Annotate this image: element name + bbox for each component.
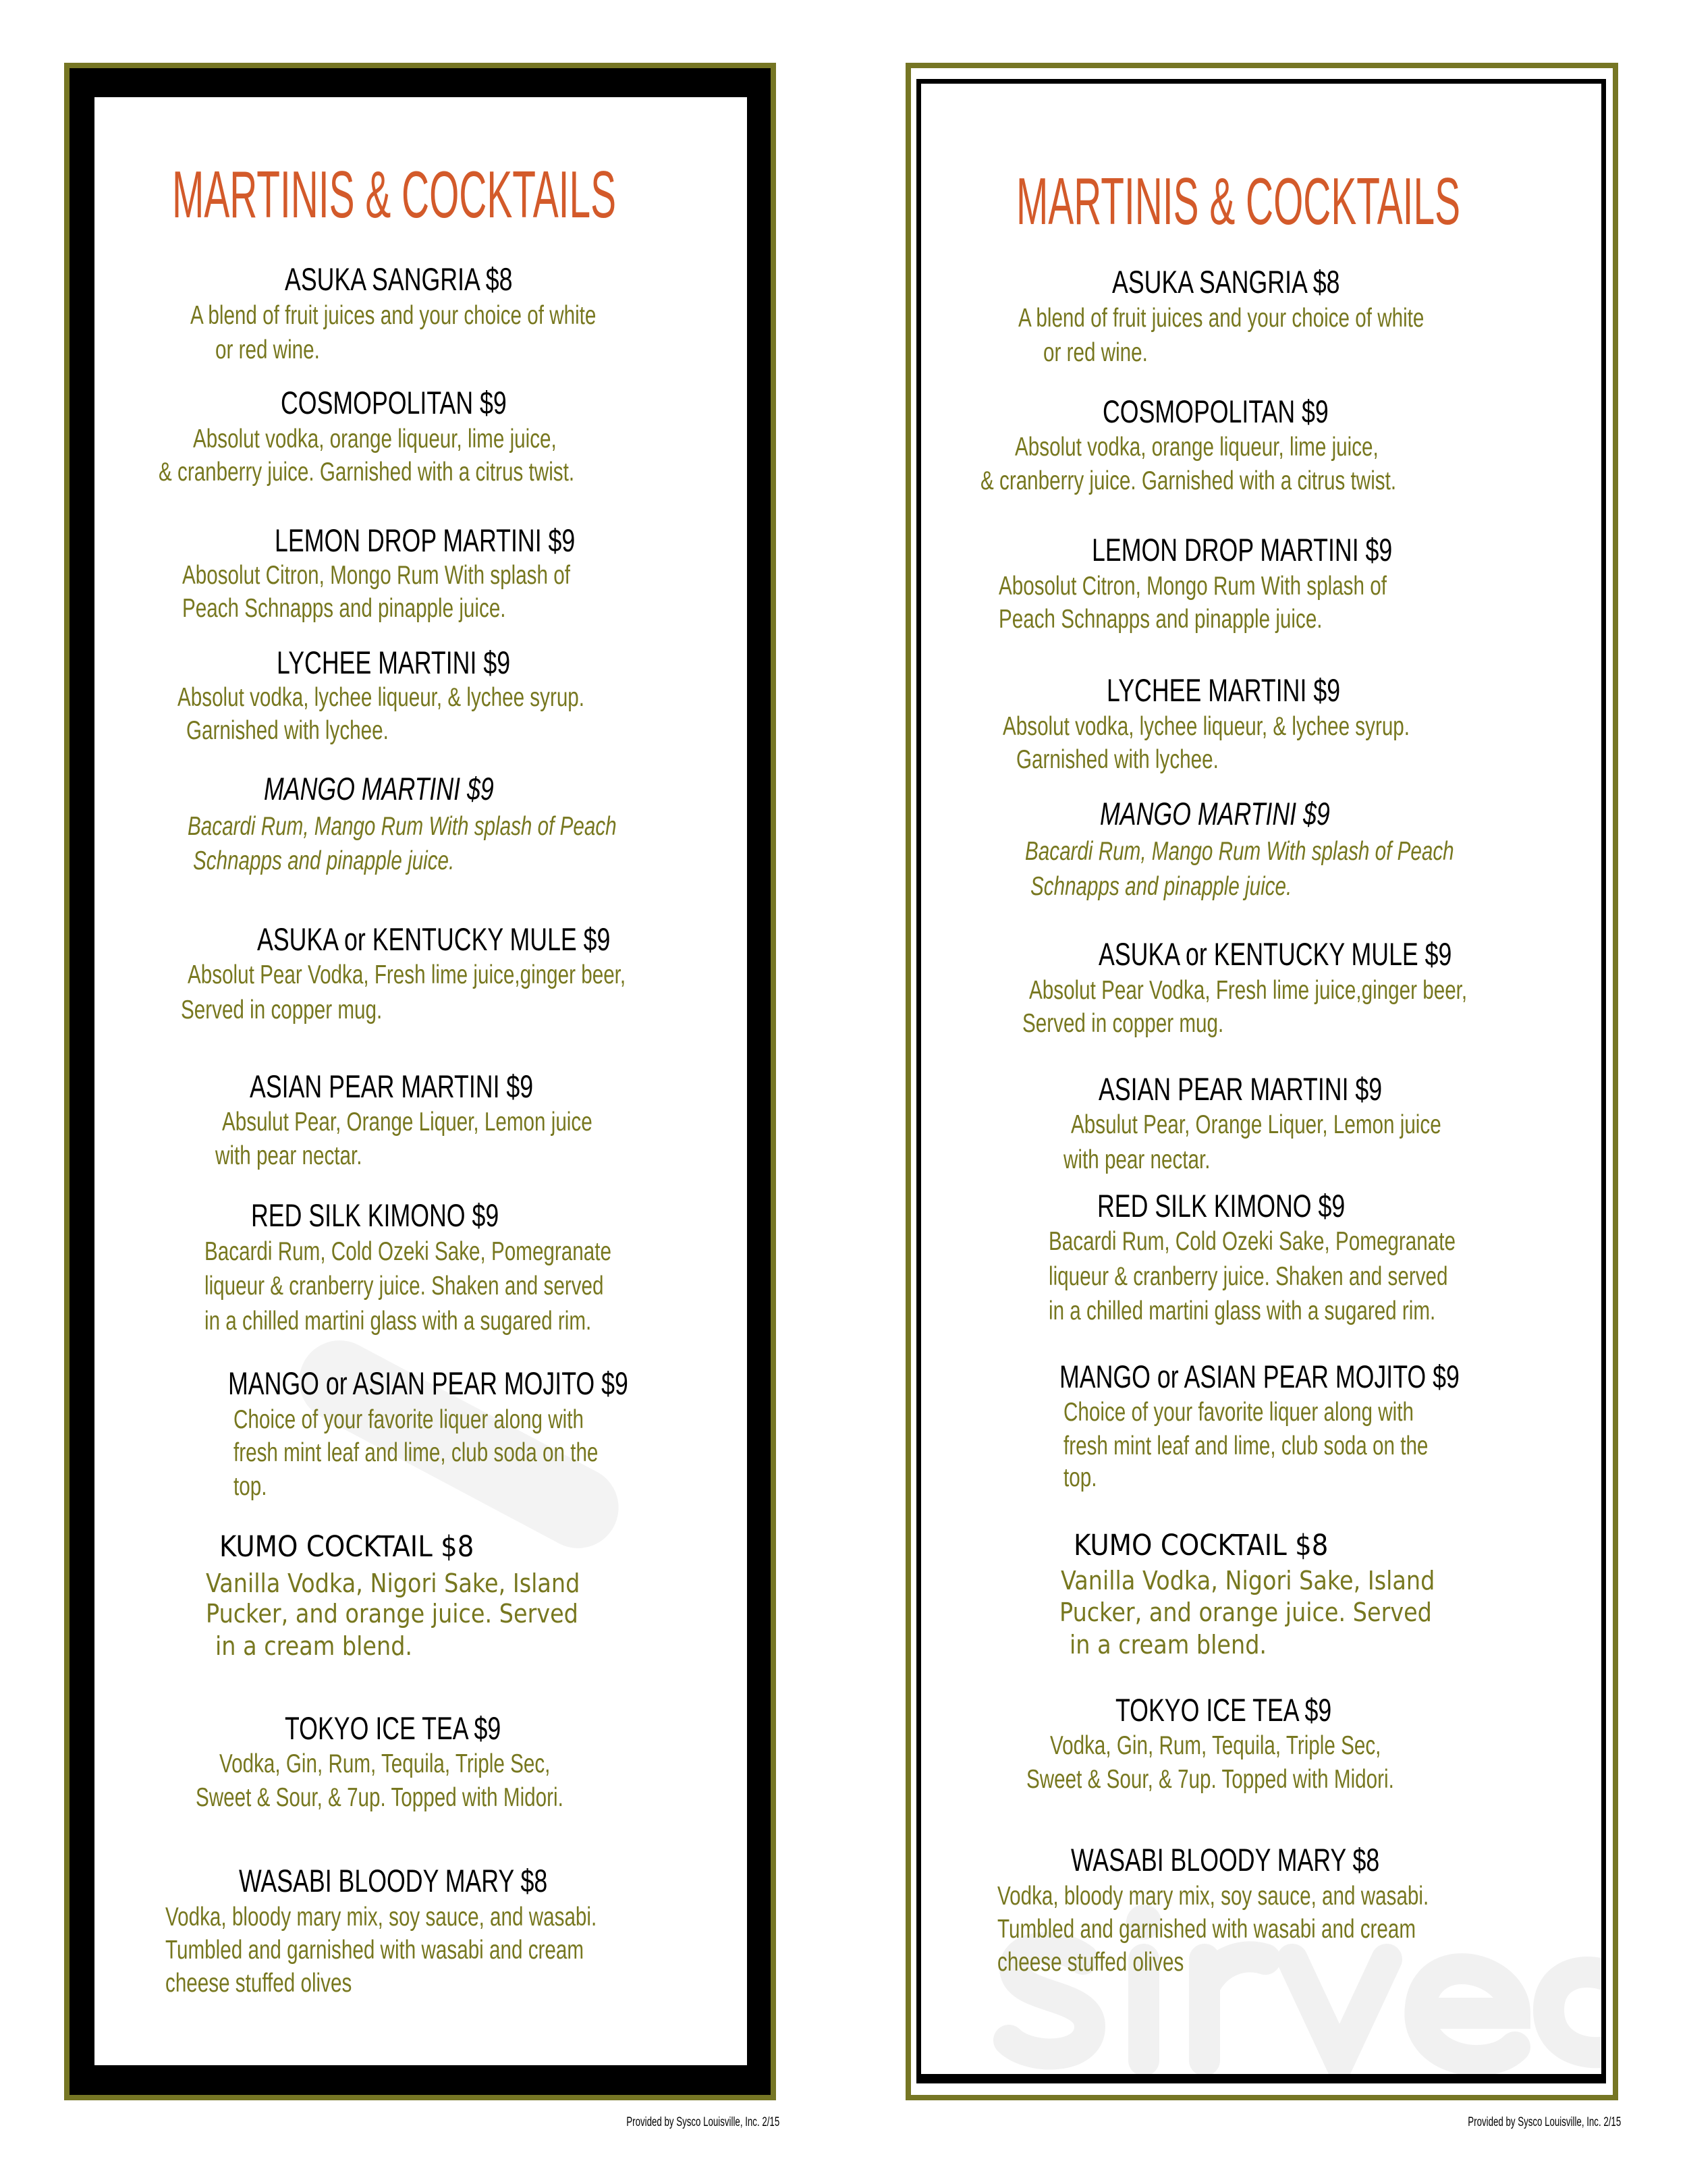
left-item-description: Schnapps and pinapple juice. [193,846,455,876]
left-item-description: in a cream blend. [215,1631,413,1661]
left-item-name: RED SILK KIMONO $9 [251,1197,499,1234]
right-item-description: in a cream blend. [1069,1629,1267,1660]
left-item-description: Tumbled and garnished with wasabi and cream [165,1935,584,1965]
left-item-description: A blend of fruit juices and your choice of white [190,300,597,330]
left-item-name: ASUKA or KENTUCKY MULE $9 [256,921,611,957]
right-item-description: Vodka, Gin, Rum, Tequila, Triple Sec, [1049,1731,1381,1761]
left-item-description: Vodka, Gin, Rum, Tequila, Triple Sec, [219,1749,551,1779]
left-item-description: Absulut Pear, Orange Liquer, Lemon juice [222,1108,592,1137]
left-item-name: KUMO COCKTAIL $8 [219,1530,474,1564]
left-item-description: Pucker, and orange juice. Served [205,1599,578,1629]
right-item-description: Absulut Pear, Orange Liquer, Lemon juice [1070,1110,1441,1140]
right-item-name: WASABI BLOODY MARY $8 [1070,1842,1379,1878]
left-item-description: top. [233,1471,267,1501]
right-item-description: fresh mint leaf and lime, club soda on the [1063,1431,1429,1460]
left-item-name: WASABI BLOODY MARY $8 [238,1863,548,1899]
left-item-description: Absolut Pear Vodka, Fresh lime juice,ginger beer, [187,960,626,990]
footer-credit-right: Provided by Sysco Louisville, Inc. 2/15 [1468,2115,1621,2129]
left-item-description: Bacardi Rum, Cold Ozeki Sake, Pomegranate [204,1236,611,1266]
left-item-description: fresh mint leaf and lime, club soda on the [233,1438,599,1468]
right-item-description: Absolut vodka, orange liqueur, lime juice, [1015,433,1379,462]
left-item-name: MANGO MARTINI $9 [264,771,494,807]
left-item-description: liqueur & cranberry juice. Shaken and served [204,1272,604,1301]
left-item-name: ASIAN PEAR MARTINI $9 [250,1068,534,1104]
right-item-description: Sweet & Sour, & 7up. Topped with Midori. [1026,1764,1394,1794]
right-item-description: Garnished with lychee. [1016,745,1219,775]
right-item-description: & cranberry juice. Garnished with a citrus twist. [980,466,1397,495]
left-item-name: MANGO or ASIAN PEAR MOJITO $9 [227,1365,628,1402]
right-item-name: ASUKA or KENTUCKY MULE $9 [1098,936,1452,973]
right-item-name: ASUKA SANGRIA $8 [1112,264,1340,300]
left-item-name: COSMOPOLITAN $9 [280,385,507,421]
right-item-name: TOKYO ICE TEA $9 [1115,1691,1331,1728]
left-item-description: Bacardi Rum, Mango Rum With splash of Peach [187,812,617,841]
right-item-name: LYCHEE MARTINI $9 [1107,672,1341,709]
left-item-description: Served in copper mug. [180,995,382,1025]
left-item-name: LEMON DROP MARTINI $9 [275,522,576,559]
right-item-description: Abosolut Citron, Mongo Rum With splash of [998,571,1387,601]
right-item-name: KUMO COCKTAIL $8 [1073,1529,1329,1563]
right-item-name: COSMOPOLITAN $9 [1103,393,1329,429]
left-item-description: Sweet & Sour, & 7up. Topped with Midori. [196,1782,563,1812]
left-item-description: Vanilla Vodka, Nigori Sake, Island [205,1568,580,1599]
left-item-description: Absolut vodka, lychee liqueur, & lychee syrup. [177,682,585,712]
left-item-description: Absolut vodka, orange liqueur, lime juice, [193,424,557,454]
left-item-description: Abosolut Citron, Mongo Rum With splash of [182,560,570,590]
right-item-description: top. [1063,1463,1097,1493]
right-item-description: in a chilled martini glass with a sugared rim. [1048,1296,1436,1326]
left-item-name: LYCHEE MARTINI $9 [276,645,510,681]
right-item-description: Served in copper mug. [1022,1009,1223,1039]
right-item-description: Absolut vodka, lychee liqueur, & lychee syrup. [1002,711,1410,741]
left-item-description: & cranberry juice. Garnished with a citrus twist. [158,458,574,487]
right-item-description: Peach Schnapps and pinapple juice. [998,605,1323,634]
right-item-description: cheese stuffed olives [997,1948,1184,1977]
left-item-description: Peach Schnapps and pinapple juice. [182,593,506,623]
right-item-name: ASIAN PEAR MARTINI $9 [1098,1070,1383,1107]
left-item-description: in a chilled martini glass with a sugared rim. [204,1306,591,1336]
right-item-description: Bacardi Rum, Mango Rum With splash of Peach [1024,837,1454,867]
right-item-description: Vodka, bloody mary mix, soy sauce, and wasabi. [997,1881,1429,1911]
right-item-name: MANGO or ASIAN PEAR MOJITO $9 [1059,1358,1460,1394]
right-item-description: Pucker, and orange juice. Served [1059,1598,1433,1628]
right-item-description: Vanilla Vodka, Nigori Sake, Island [1061,1566,1435,1595]
right-menu-title: MARTINIS & COCKTAILS [1016,164,1461,239]
right-item-description: Schnapps and pinapple juice. [1030,871,1292,901]
right-item-description: Absolut Pear Vodka, Fresh lime juice,ginger beer, [1028,975,1468,1005]
left-item-description: Garnished with lychee. [186,716,389,745]
left-item-description: Choice of your favorite liquer along with [233,1404,584,1434]
right-item-description: Choice of your favorite liquer along with [1063,1398,1414,1427]
footer-credit-left: Provided by Sysco Louisville, Inc. 2/15 [626,2115,779,2129]
left-item-description: or red wine. [215,335,320,365]
left-item-description: with pear nectar. [215,1141,362,1170]
left-item-name: TOKYO ICE TEA $9 [284,1710,501,1746]
right-item-description: or red wine. [1043,338,1148,368]
right-item-description: Bacardi Rum, Cold Ozeki Sake, Pomegranate [1048,1227,1456,1257]
right-item-description: Tumbled and garnished with wasabi and cream [997,1915,1416,1944]
left-menu-title: MARTINIS & COCKTAILS [172,157,617,232]
right-item-description: with pear nectar. [1063,1145,1211,1174]
right-item-name: LEMON DROP MARTINI $9 [1091,532,1392,568]
left-item-description: Vodka, bloody mary mix, soy sauce, and wasabi. [165,1902,597,1932]
right-item-description: liqueur & cranberry juice. Shaken and served [1048,1261,1448,1291]
right-item-description: A blend of fruit juices and your choice of white [1018,303,1424,333]
right-item-name: MANGO MARTINI $9 [1099,796,1330,832]
left-item-name: ASUKA SANGRIA $8 [284,261,513,298]
left-item-description: cheese stuffed olives [165,1969,352,1998]
right-item-name: RED SILK KIMONO $9 [1097,1187,1346,1224]
